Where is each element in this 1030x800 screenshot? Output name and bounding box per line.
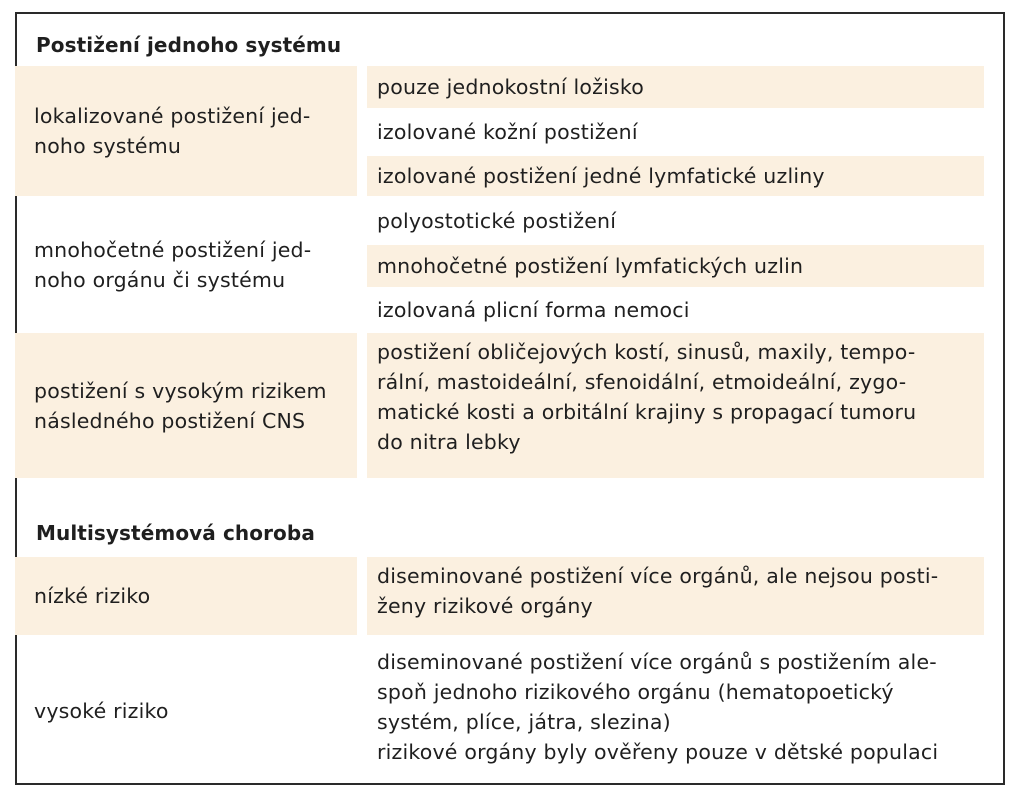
group-label-cns-risk — [15, 333, 357, 478]
list-item — [367, 245, 984, 287]
list-item-text: izolované postižení jedné lymfatické uzliny — [377, 164, 825, 188]
list-item — [367, 333, 984, 478]
section-heading-multisystem: Multisystémová choroba — [36, 521, 315, 545]
section-heading-single-system: Postižení jednoho systému — [36, 33, 342, 57]
list-item — [367, 66, 984, 108]
list-item-text: izolovaná plicní forma nemoci — [377, 298, 690, 322]
group-label-low-risk — [15, 557, 357, 635]
list-item — [367, 111, 984, 153]
group-label-text: vysoké riziko — [34, 699, 169, 723]
list-item — [367, 643, 984, 779]
list-item-text: pouze jednokostní ložisko — [377, 75, 644, 99]
group-label-text: mnohočetné postižení jed- noho orgánu či systému — [34, 238, 312, 292]
group-label-text: nízké riziko — [34, 584, 151, 608]
list-item-text: postižení obličejových kostí, sinusů, maxily, tempo- rální, mastoideální, sfenoidální, etmoideální, zygo- matické kosti a orbitální krajiny s propagací tumoru do nitra lebky — [377, 340, 917, 454]
group-label-text: postižení s vysokým rizikem následného postižení CNS — [34, 378, 327, 433]
list-item-text: diseminované postižení více orgánů s postižením ale- spoň jednoho rizikového orgánu (hematopoetický systém, plíce, játra, slezina) rizikové orgány byly ověřeny pouze v dětské populaci — [377, 650, 939, 764]
list-item — [367, 290, 984, 330]
group-label-multiple — [15, 200, 357, 330]
group-label-localized — [15, 66, 357, 196]
list-item — [367, 200, 984, 242]
list-item-text: izolované kožní postižení — [377, 120, 638, 144]
list-item-text: diseminované postižení více orgánů, ale nejsou posti- ženy rizikové orgány — [377, 564, 939, 618]
list-item — [367, 156, 984, 196]
list-item-text: mnohočetné postižení lymfatických uzlin — [377, 254, 804, 278]
group-label-text: lokalizované postižení jed- noho systému — [34, 104, 311, 158]
list-item — [367, 557, 984, 635]
group-label-high-risk — [15, 643, 357, 779]
list-item-text: polyostotické postižení — [377, 209, 617, 233]
